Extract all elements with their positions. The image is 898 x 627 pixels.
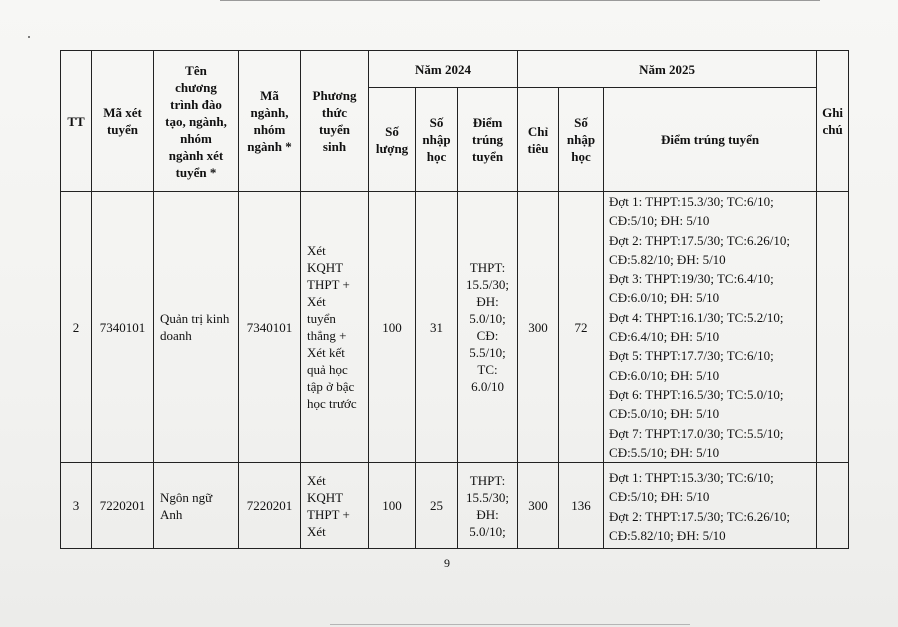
cell-tt: 3 bbox=[61, 463, 92, 549]
cell-ten-chuong-trinh: Ngôn ngữ Anh bbox=[154, 463, 239, 549]
cell-so-nhap-hoc-2024: 31 bbox=[416, 192, 458, 463]
cell-ma-xet-tuyen: 7340101 bbox=[92, 192, 154, 463]
cell-chi-tieu: 300 bbox=[518, 192, 559, 463]
header-so-nhap-hoc-2024: Số nhập học bbox=[416, 88, 458, 192]
header-diem-trung-tuyen-2025: Điểm trúng tuyển bbox=[604, 88, 817, 192]
header-chi-tieu: Chỉ tiêu bbox=[518, 88, 559, 192]
header-ten-chuong-trinh: Tên chương trình đào tạo, ngành, nhóm ngành xét tuyển * bbox=[154, 51, 239, 192]
table-row bbox=[61, 463, 849, 549]
scan-speck bbox=[28, 36, 30, 38]
cell-so-luong: 100 bbox=[369, 463, 416, 549]
admission-table bbox=[60, 50, 849, 549]
cell-tt: 2 bbox=[61, 192, 92, 463]
cell-phuong-thuc: Xét KQHT THPT + Xét tuyển thẳng + Xét kết quả học tập ở bậc học trước bbox=[301, 192, 369, 463]
header-phuong-thuc: Phương thức tuyển sinh bbox=[301, 51, 369, 192]
cell-diem-2025: Đợt 1: THPT:15.3/30; TC:6/10; CĐ:5/10; ĐH: 5/10 Đợt 2: THPT:17.5/30; TC:6.26/10; CĐ:5.82/10; ĐH: 5/10 Đợt 3: THPT:19/30; TC:6.4/10; CĐ:6.0/10; ĐH: 5/10 Đợt 4: THPT:16.1/30; TC:5.2/10; CĐ:6.4/10; ĐH: 5/10 Đợt 5: THPT:17.7/30; TC:6/10; CĐ:6.0/10; ĐH: 5/10 Đợt 6: THPT:16.5/30; TC:5.0/10; CĐ:5.0/10; ĐH: 5/10 Đợt 7: THPT:17.0/30; TC:5.5/10; CĐ:5.5/10; ĐH: 5/10 bbox=[604, 192, 817, 463]
cell-so-nhap-hoc-2024: 25 bbox=[416, 463, 458, 549]
cell-chi-tieu: 300 bbox=[518, 463, 559, 549]
header-so-nhap-hoc-2025: Số nhập học bbox=[559, 88, 604, 192]
cell-ma-nganh: 7220201 bbox=[239, 463, 301, 549]
cell-ma-xet-tuyen: 7220201 bbox=[92, 463, 154, 549]
header-nam-2024: Năm 2024 bbox=[369, 51, 518, 88]
cell-diem-2024: THPT: 15.5/30; ĐH: 5.0/10; bbox=[458, 463, 518, 549]
cell-ten-chuong-trinh: Quản trị kinh doanh bbox=[154, 192, 239, 463]
header-diem-trung-tuyen-2024: Điểm trúng tuyển bbox=[458, 88, 518, 192]
header-so-luong: Số lượng bbox=[369, 88, 416, 192]
cell-diem-2024: THPT: 15.5/30; ĐH: 5.0/10; CĐ: 5.5/10; TC: 6.0/10 bbox=[458, 192, 518, 463]
cell-ghi-chu bbox=[817, 192, 849, 463]
cell-ghi-chu bbox=[817, 463, 849, 549]
cell-ma-nganh: 7340101 bbox=[239, 192, 301, 463]
cell-diem-2025: Đợt 1: THPT:15.3/30; TC:6/10; CĐ:5/10; ĐH: 5/10 Đợt 2: THPT:17.5/30; TC:6.26/10; CĐ:5.82/10; ĐH: 5/10 bbox=[604, 463, 817, 549]
header-nam-2025: Năm 2025 bbox=[518, 51, 817, 88]
table-row bbox=[61, 192, 849, 463]
cell-so-nhap-hoc-2025: 136 bbox=[559, 463, 604, 549]
header-ma-nganh: Mã ngành, nhóm ngành * bbox=[239, 51, 301, 192]
cell-phuong-thuc: Xét KQHT THPT + Xét bbox=[301, 463, 369, 549]
cell-so-luong: 100 bbox=[369, 192, 416, 463]
top-rule bbox=[220, 0, 820, 1]
header-row-1 bbox=[61, 51, 849, 88]
header-tt: TT bbox=[61, 51, 92, 192]
page-number: 9 bbox=[444, 556, 450, 570]
header-ma-xet-tuyen: Mã xét tuyển bbox=[92, 51, 154, 192]
bottom-rule bbox=[330, 624, 690, 625]
cell-so-nhap-hoc-2025: 72 bbox=[559, 192, 604, 463]
header-ghi-chu: Ghi chú bbox=[817, 51, 849, 192]
